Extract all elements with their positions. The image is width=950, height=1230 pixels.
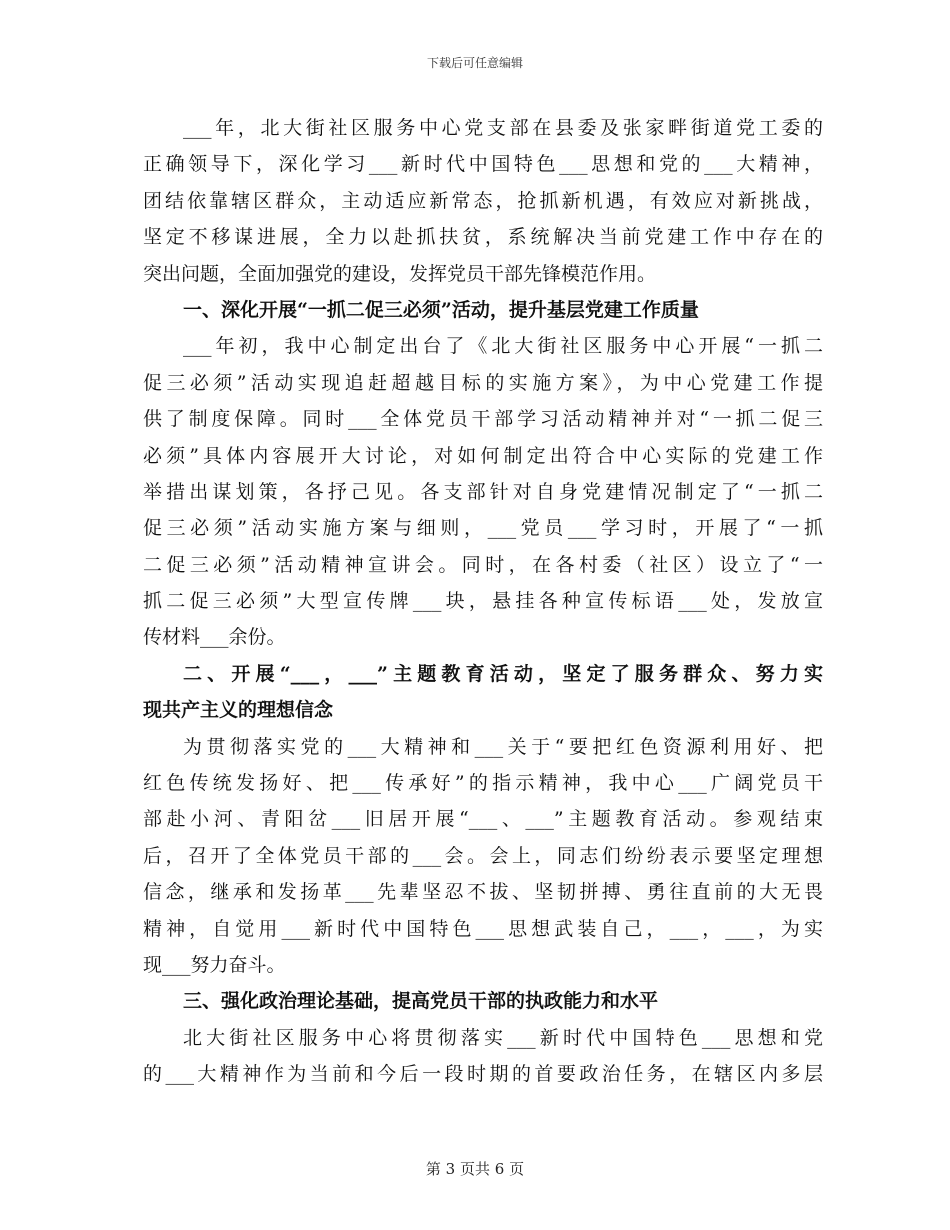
text-line: 现___努力奋斗。 (143, 953, 286, 976)
text-line: 精神，自觉用___新时代中国特色___思想武装自己，___，___，为实 (143, 917, 823, 940)
text-line: 促三必须”活动实现追赶超越目标的实施方案》，为中心党建工作提 (143, 371, 823, 394)
section-heading-line: 二、开展“___，___”主题教育活动，坚定了服务群众、努力实 (183, 662, 823, 685)
text-line: 坚定不移谋进展，全力以赴抓扶贫，系统解决当前党建工作中存在的 (143, 226, 823, 249)
text-line: 必须”具体内容展开大讨论，对如何制定出符合中心实际的党建工作 (143, 444, 823, 467)
page-footer: 第 3 页共 6 页 (425, 1160, 525, 1178)
text-line: 信念，继承和发扬革___先辈坚忍不拔、坚韧拼搏、勇往直前的大无畏 (143, 881, 823, 904)
text-line: 为贯彻落实党的___大精神和___关于“要把红色资源利用好、把 (183, 735, 823, 758)
text-line: 传材料___余份。 (143, 626, 286, 649)
text-line: 促三必须”活动实施方案与细则，___党员___学习时，开展了“一抓 (143, 517, 823, 540)
text-line: 部赴小河、青阳岔___旧居开展“___、___”主题教育活动。参观结束 (143, 808, 823, 831)
text-line: 举措出谋划策，各抒己见。各支部针对自身党建情况制定了“一抓二 (143, 480, 823, 503)
text-line: 的___大精神作为当前和今后一段时期的首要政治任务，在辖区内多层 (143, 1063, 823, 1086)
document-body (143, 110, 823, 1093)
text-line: 红色传统发扬好、把___传承好”的指示精神，我中心___广阔党员干 (143, 772, 823, 795)
text-line: 团结依靠辖区群众，主动适应新常态，抢抓新机遇，有效应对新挑战， (143, 189, 823, 212)
text-line: 突出问题，全面加强党的建设，发挥党员干部先锋模范作用。 (143, 262, 657, 285)
text-line: 北大街社区服务中心将贯彻落实___新时代中国特色___思想和党 (183, 1026, 823, 1049)
text-line: ___年初，我中心制定出台了《北大街社区服务中心开展“一抓二 (183, 335, 823, 358)
section-heading-line: 一、深化开展“一抓二促三必须”活动，提升基层党建工作质量 (183, 298, 699, 321)
text-line: ___年，北大街社区服务中心党支部在县委及张家畔街道党工委的 (183, 117, 823, 139)
text-line: 二促三必须”活动精神宣讲会。同时，在各村委（社区）设立了“一 (143, 553, 823, 576)
text-line: 正确领导下，深化学习___新时代中国特色___思想和党的___大精神， (143, 153, 823, 176)
text-line: 后，召开了全体党员干部的___会。会上，同志们纷纷表示要坚定理想 (143, 844, 823, 867)
text-line: 抓二促三必须”大型宣传牌___块，悬挂各种宣传标语___处，发放宣 (143, 590, 823, 613)
section-heading-line: 三、强化政治理论基础，提高党员干部的执政能力和水平 (183, 990, 659, 1013)
page-header: 下载后可任意编辑 (426, 56, 523, 70)
text-line: 供了制度保障。同时___全体党员干部学习活动精神并对“一抓二促三 (143, 408, 823, 431)
section-heading-line: 现共产主义的理想信念 (143, 699, 334, 722)
